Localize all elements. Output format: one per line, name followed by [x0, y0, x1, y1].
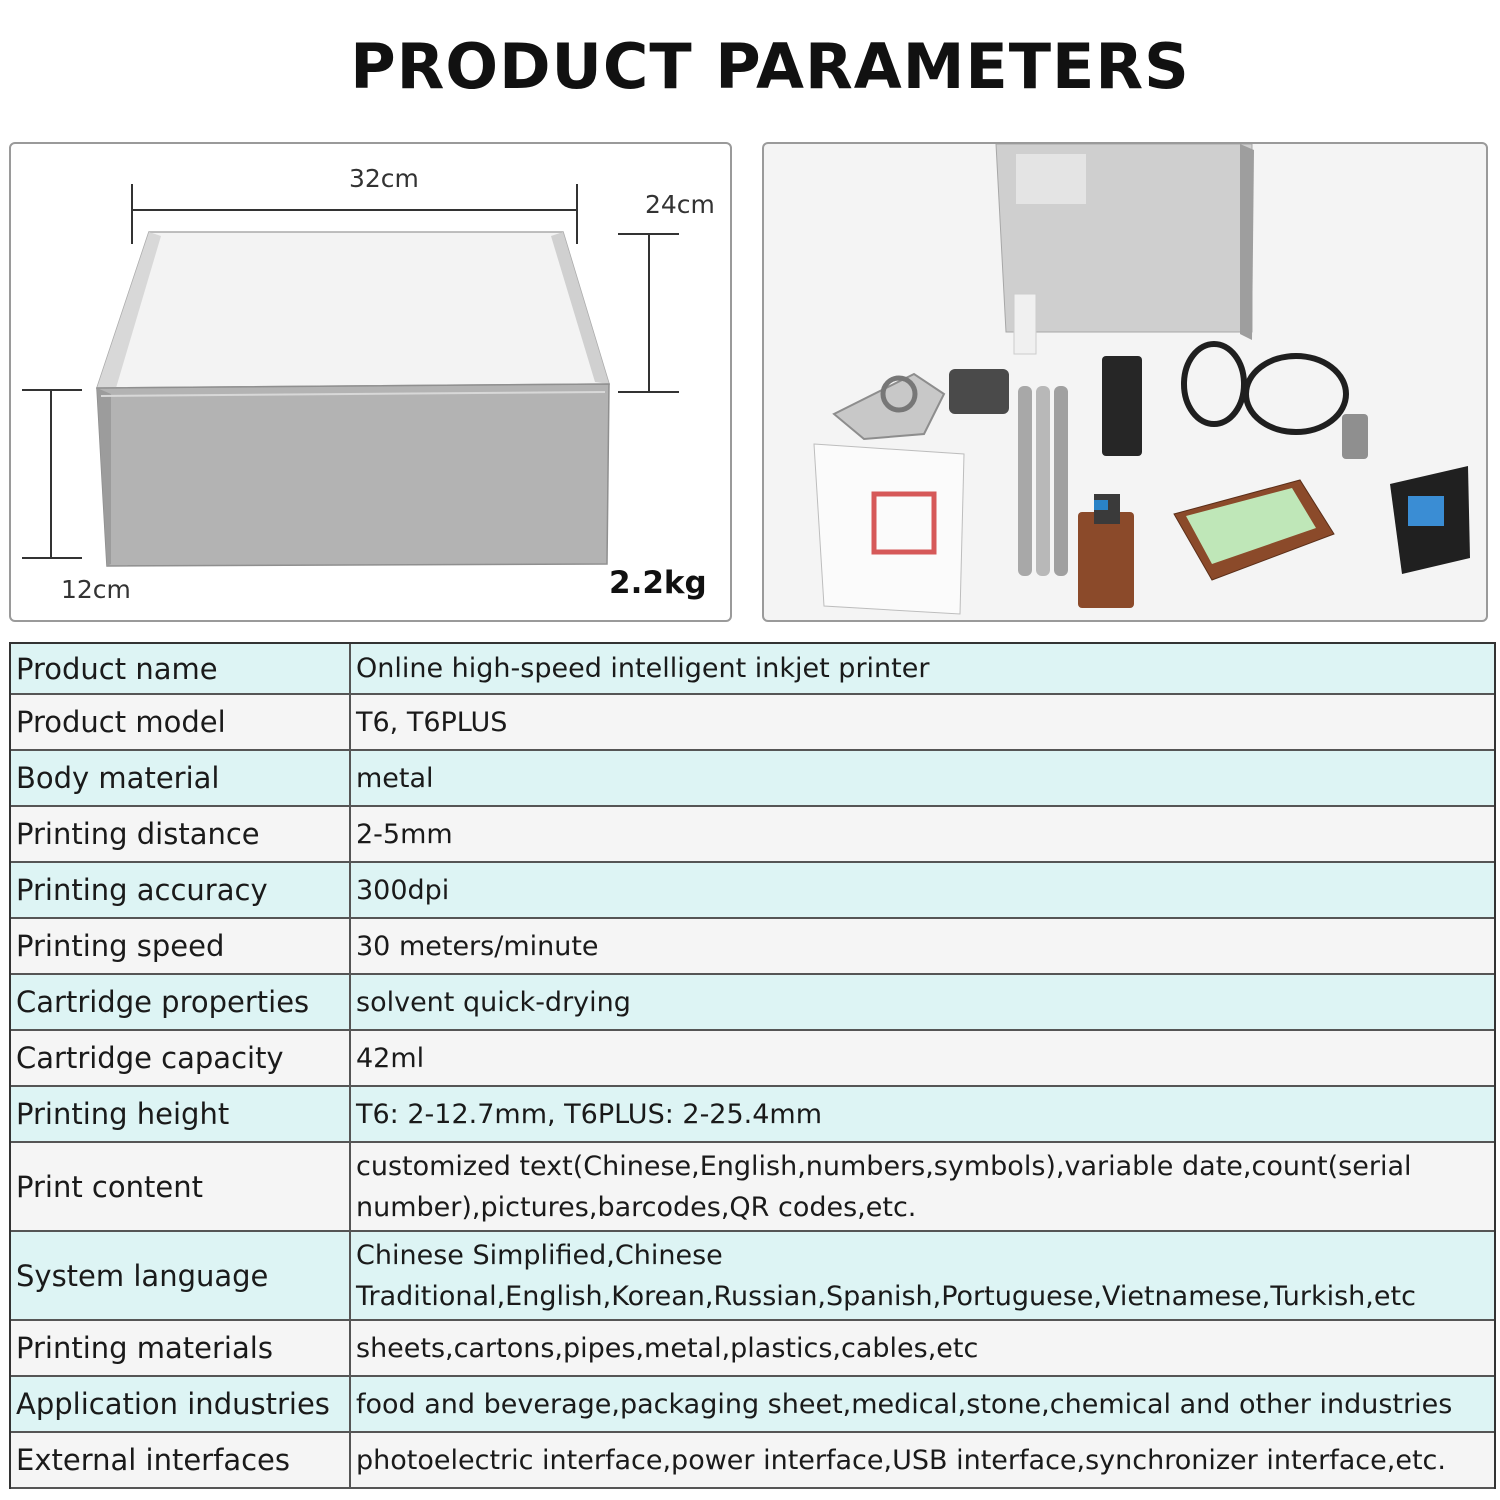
table-row	[11, 1377, 1494, 1433]
spec-label: Body material	[11, 751, 351, 805]
spec-label: Printing accuracy	[11, 863, 351, 917]
spec-label: Printing distance	[11, 807, 351, 861]
spec-value: 2-5mm	[356, 818, 453, 850]
contents-illustration	[764, 144, 1486, 620]
spec-label: Printing speed	[11, 919, 351, 973]
package-contents-photo	[762, 142, 1488, 622]
table-row	[11, 1087, 1494, 1143]
width-label: 32cm	[349, 164, 419, 193]
weight-label: 2.2kg	[609, 565, 707, 601]
page-title: PRODUCT PARAMETERS	[350, 30, 1190, 103]
spec-label: External interfaces	[11, 1433, 351, 1487]
spec-value: customized text(Chinese,English,numbers,symbols),variable date,count(serial number),pictures,barcodes,QR codes,etc.	[356, 1150, 1412, 1223]
table-row	[11, 1232, 1494, 1321]
spec-label: Product model	[11, 695, 351, 749]
table-row	[11, 751, 1494, 807]
table-row	[11, 644, 1494, 695]
spec-value: T6: 2-12.7mm, T6PLUS: 2-25.4mm	[356, 1098, 823, 1130]
spec-value: 30 meters/minute	[356, 930, 599, 962]
table-row	[11, 807, 1494, 863]
spec-label: Cartridge properties	[11, 975, 351, 1029]
spec-label: Application industries	[11, 1377, 351, 1431]
depth-label: 12cm	[61, 575, 131, 604]
spec-label: System language	[11, 1232, 351, 1319]
spec-value: Chinese Simplified,Chinese Traditional,English,Korean,Russian,Spanish,Portuguese,Vietnamese,Turkish,etc	[356, 1239, 1416, 1312]
spec-value: T6, T6PLUS	[356, 706, 508, 738]
box-illustration	[11, 144, 730, 620]
spec-value: 300dpi	[356, 874, 450, 906]
table-row	[11, 1321, 1494, 1377]
height-label: 24cm	[645, 190, 715, 219]
table-row	[11, 695, 1494, 751]
spec-value: metal	[356, 762, 434, 794]
table-row	[11, 1433, 1494, 1489]
spec-label: Printing height	[11, 1087, 351, 1141]
spec-value: food and beverage,packaging sheet,medical,stone,chemical and other industries	[356, 1388, 1453, 1420]
spec-value: 42ml	[356, 1042, 425, 1074]
spec-label: Print content	[11, 1143, 351, 1230]
table-row	[11, 1031, 1494, 1087]
spec-value: sheets,cartons,pipes,metal,plastics,cables,etc	[356, 1332, 979, 1364]
table-row	[11, 919, 1494, 975]
spec-label: Printing materials	[11, 1321, 351, 1375]
spec-label: Product name	[11, 644, 351, 693]
table-row	[11, 863, 1494, 919]
table-row	[11, 1143, 1494, 1232]
spec-value: solvent quick-drying	[356, 986, 631, 1018]
table-row	[11, 975, 1494, 1031]
spec-value: Online high-speed intelligent inkjet printer	[356, 653, 930, 684]
spec-table	[9, 642, 1496, 1489]
package-dimensions-panel	[9, 142, 732, 622]
spec-label: Cartridge capacity	[11, 1031, 351, 1085]
spec-value: photoelectric interface,power interface,USB interface,synchronizer interface,etc.	[356, 1444, 1446, 1476]
